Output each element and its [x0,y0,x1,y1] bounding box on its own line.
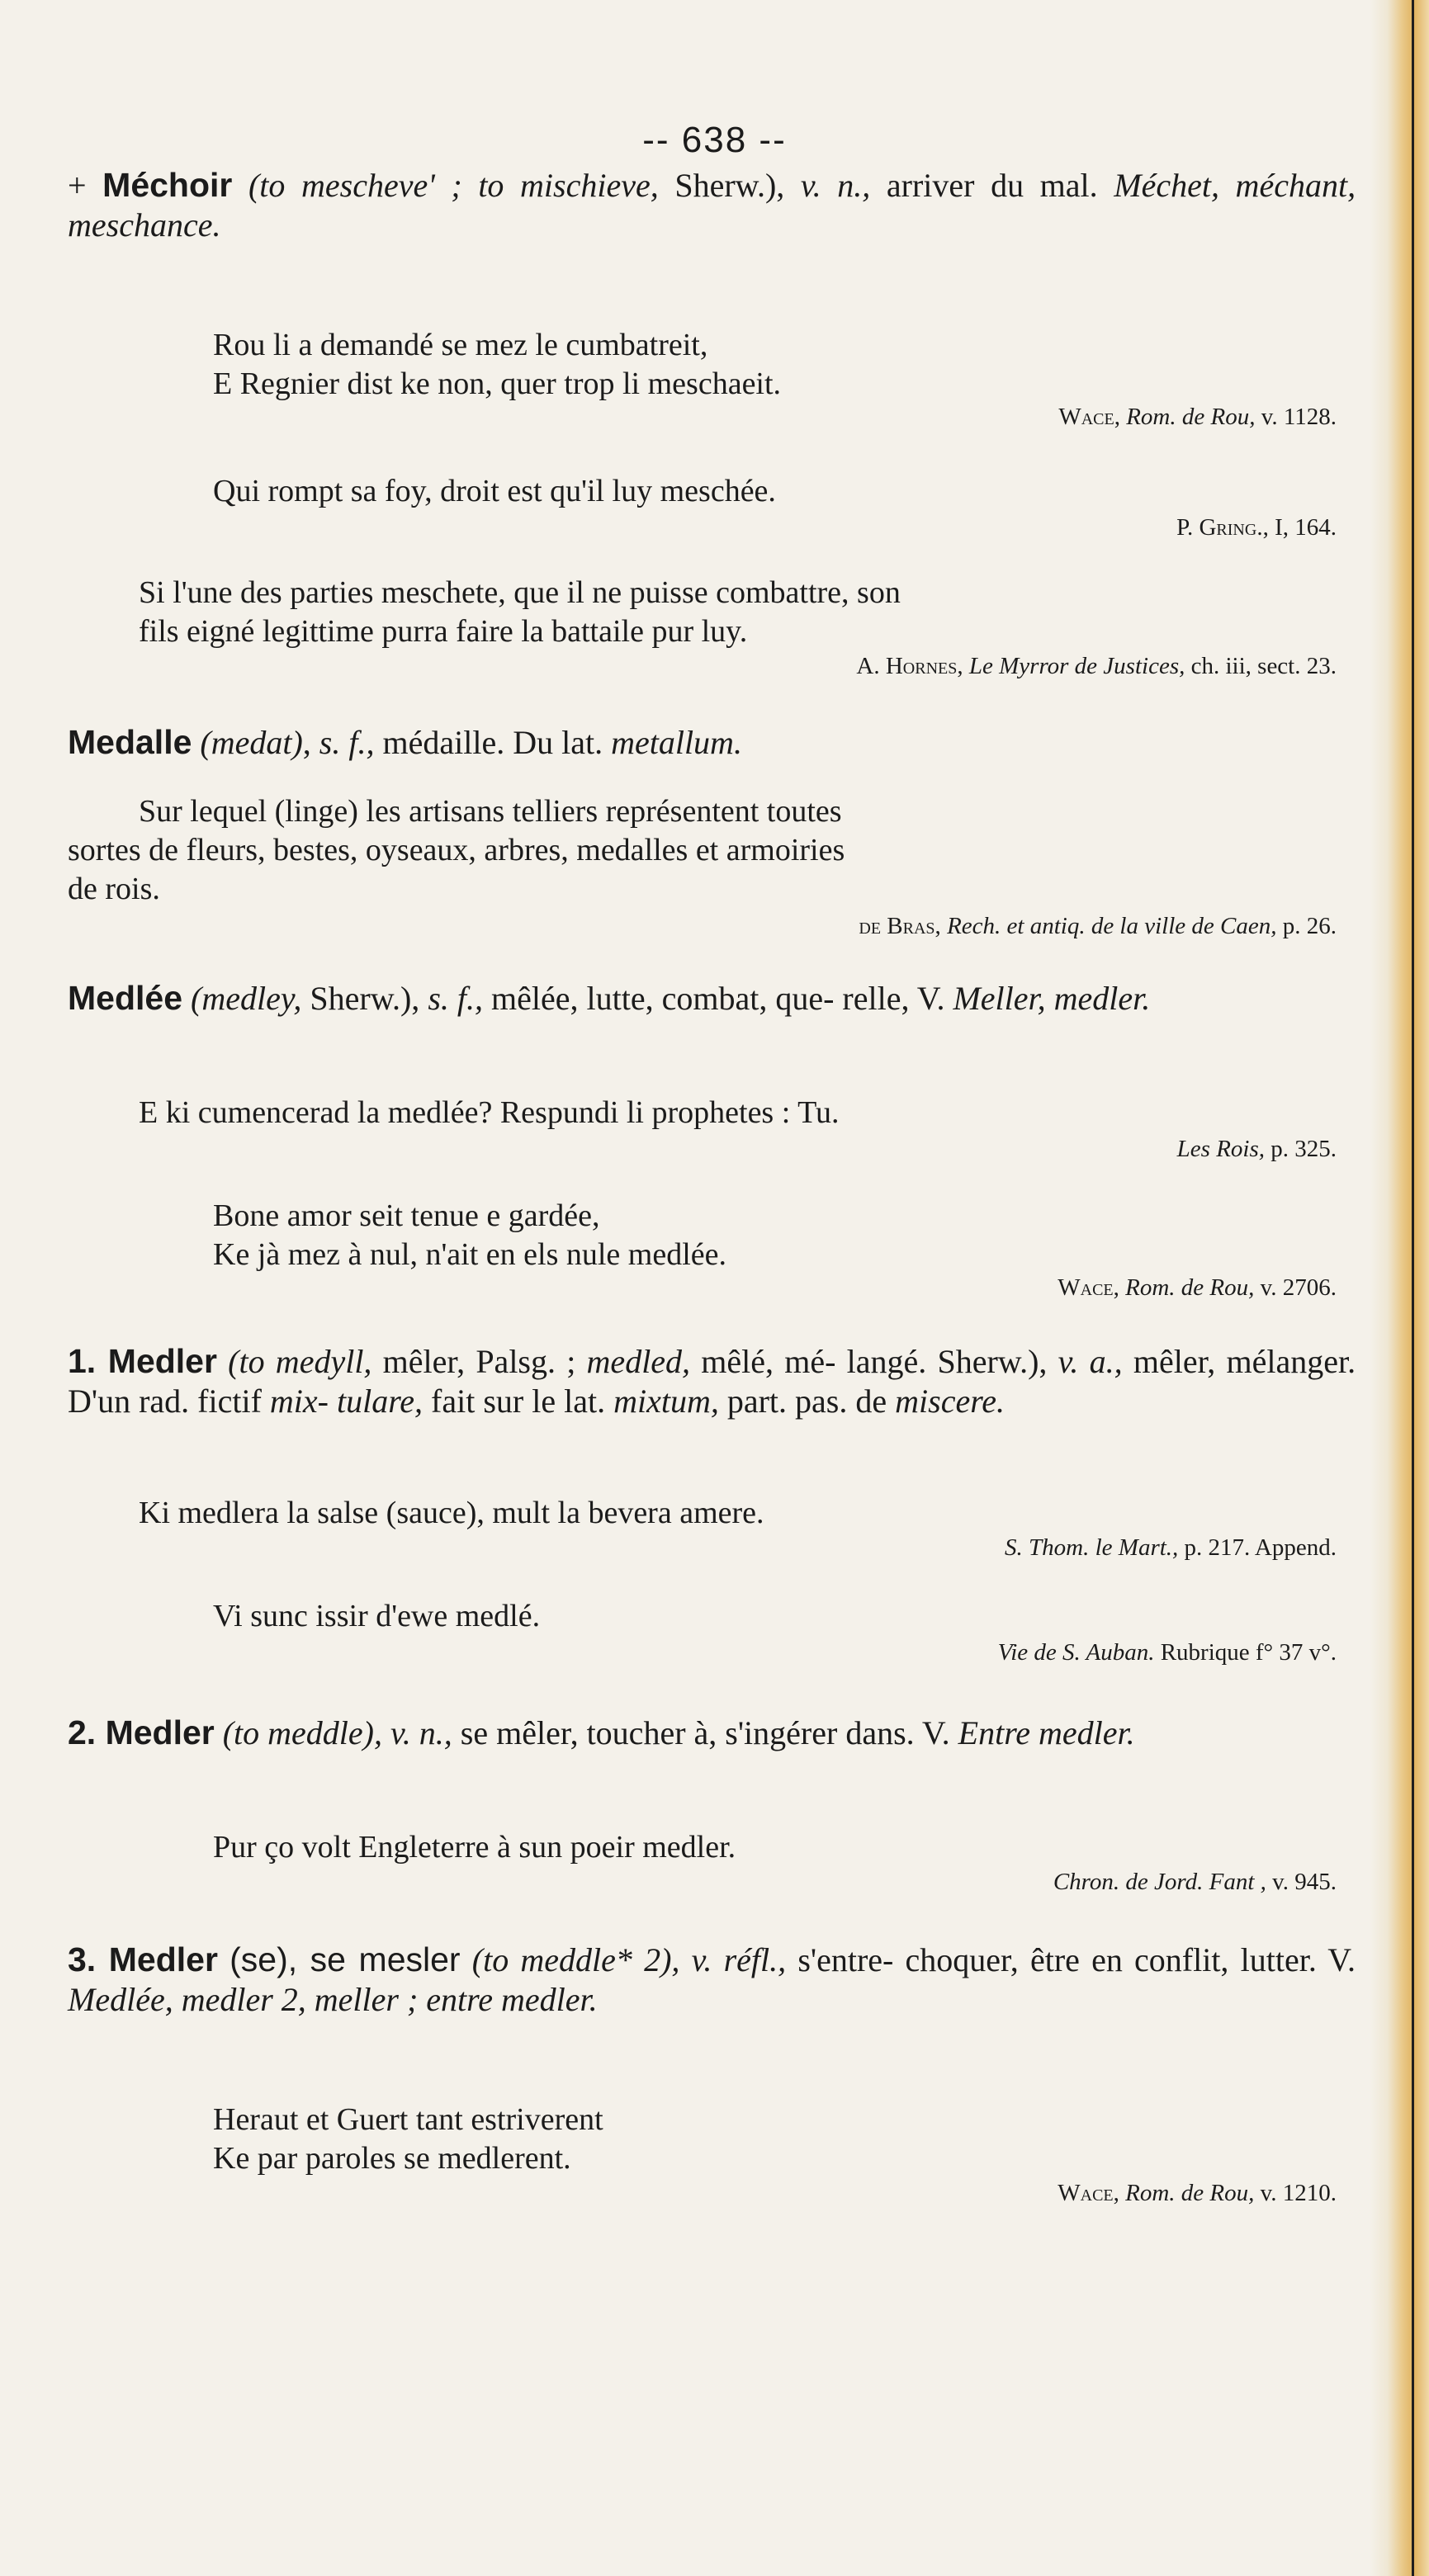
latin-source: tulare, [336,1383,423,1420]
quote-line: Ke jà mez à nul, n'ait en els nule medlée. [213,1237,726,1272]
quote-line: fils eigné legittime purra faire la battaile pur luy. [139,614,748,649]
related-words: Medlée, medler 2, meller ; [68,1981,419,2018]
source-ref: p. 26. [1282,913,1337,939]
quote-source [1177,1135,1337,1163]
quote-line: Rou li a demandé se mez le cumbatreit, [213,328,708,362]
source-title: Le Myrror de Justices, [968,653,1185,679]
source-author: Wace, [1058,1274,1119,1301]
etymology-source: Sherw.) [674,167,777,204]
quote-source [1058,1274,1337,1302]
latin-source: mix- [269,1383,329,1420]
quote-source [1058,2179,1337,2207]
definition: part. pas. de [726,1383,887,1420]
headword: 3. Medler [68,1940,218,1978]
quote-line: Sur lequel (linge) les artisans telliers représentent toutes [139,794,842,829]
entry-mechoir: + Méchoir (to mescheve' ; to mischieve, Sherw.), v. n., arriver du mal. Méchet, méchant, meschance. [68,166,1356,243]
entry-medlee [68,978,1356,1019]
related-words: Méchet, méchant, meschance. [68,167,1356,243]
definition: langé. Sherw.), [846,1343,1048,1380]
source-title: Chron. de Jord. Fant , [1053,1869,1266,1895]
source-title: Rom. de Rou, [1125,1274,1255,1301]
quote-source [1058,403,1337,431]
definition: s'entre- [797,1941,894,1978]
definition: médaille. Du lat. [382,724,603,761]
definition: mêlée, lutte, combat, que- [491,980,835,1017]
source-ref: v. 1128. [1261,404,1337,430]
quote-8 [213,1597,540,1636]
source-ref: I, 164. [1275,514,1337,541]
quote-10 [213,2101,603,2178]
quote-3 [139,574,901,651]
etymology: (to medyll, [228,1343,372,1380]
source-ref: ch. iii, sect. 23. [1190,653,1337,679]
entry-medalle: Medalle (medat), s. f., médaille. Du lat. metallum. [68,723,742,761]
source-ref: v. 1210. [1260,2180,1337,2206]
headword: Medalle [68,723,192,761]
etymology: medled, [586,1343,691,1380]
grammar: v. n., [800,167,871,204]
headword: 2. Medler [68,1713,215,1751]
quote-4 [68,792,1356,909]
source-title: S. Thom. le Mart., [1005,1534,1179,1561]
quote-line: Ke par paroles se medlerent. [213,2141,571,2176]
latin-source: metallum. [611,724,742,761]
quote-source [856,652,1337,680]
related-words: Entre medler. [958,1714,1135,1751]
quote-line: Si l'une des parties meschete, que il ne puisse combattre, son [139,575,901,610]
quote-1 [213,326,781,404]
quote-line: E Regnier dist ke non, quer trop li meschaeit. [213,366,782,401]
quote-source [998,1638,1337,1666]
definition: arriver du mal. [886,167,1098,204]
definition: choquer, être en conflit, lutter. V. [905,1941,1356,1978]
definition: mêler, mélanger. D'un rad. fictif [68,1343,1356,1420]
entry-medler-3 [68,1940,1356,2020]
headword-variant: (se), se mesler [229,1940,461,1978]
definition: fait sur le lat. [431,1383,606,1420]
source-author: Wace, [1058,404,1120,430]
etymology: (medley, [191,980,302,1017]
quote-line: Ki medlera la salse (sauce), mult la bevera amere. [139,1496,764,1530]
source-title: Rom. de Rou, [1126,404,1256,430]
source-title: Vie de S. Auban. [997,1639,1155,1666]
entry-medler-1 [68,1341,1356,1421]
source-ref: p. 217. Append. [1184,1534,1337,1561]
latin-source: mixtum, [613,1383,719,1420]
source-title: Rom. de Rou, [1125,2180,1255,2206]
quote-source [1176,513,1337,541]
source-author: P. Gring., [1176,514,1269,541]
grammar: s. f., [428,980,483,1017]
quote-9 [213,1828,736,1867]
definition: mêler, Palsg. ; [382,1343,576,1380]
quote-source [1053,1868,1337,1896]
source-author: A. Hornes, [856,653,963,679]
grammar: v. a., [1058,1343,1123,1380]
quote-line: de rois. [68,872,160,906]
headword: Méchoir [102,166,233,204]
quote-line: sortes de fleurs, bestes, oyseaux, arbres, medalles et armoiries [68,833,845,867]
source-title: Rech. et antiq. de la ville de Caen, [947,913,1277,939]
etymology-source: Sherw.), [310,980,420,1017]
source-ref: p. 325. [1270,1136,1337,1162]
headword: 1. Medler [68,1342,217,1380]
source-author: Wace, [1058,2180,1119,2206]
definition: se mêler, toucher à, s'ingérer [460,1714,838,1751]
quote-line: Pur ço volt Engleterre à sun poeir medler. [213,1830,736,1865]
etymology: (to meddle* 2), [471,1941,680,1978]
headword: Medlée [68,979,182,1017]
quote-line: Qui rompt sa foy, droit est qu'il luy meschée. [213,474,776,508]
etymology: (medat) [200,724,303,761]
quote-source [1005,1534,1337,1562]
source-author: de Bras, [859,913,941,939]
quote-source [859,912,1337,940]
quote-line: Bone amor seit tenue e gardée, [213,1198,600,1233]
quote-2 [213,472,776,511]
related-words: entre medler. [426,1981,598,2018]
quote-line: Heraut et Guert tant estriverent [213,2102,603,2137]
latin-source: miscere. [895,1383,1006,1420]
definition: mêlé, mé- [701,1343,836,1380]
source-ref: Rubrique f° 37 v°. [1160,1639,1337,1666]
source-ref: v. 2706. [1260,1274,1337,1301]
definition: relle, V. [842,980,945,1017]
grammar: v. réfl., [691,1941,787,1978]
etymology: (to mescheve' ; to mischieve, [248,167,659,204]
definition: dans. V. [845,1714,950,1751]
source-ref: v. 945. [1272,1869,1337,1895]
quote-line: Vi sunc issir d'ewe medlé. [213,1599,541,1633]
grammar: s. f., [319,724,375,761]
source-title: Les Rois, [1176,1136,1265,1162]
page-number: -- 638 -- [642,120,787,160]
quote-7 [139,1494,764,1533]
etymology: (to meddle), [222,1714,382,1751]
quote-5 [139,1094,839,1132]
related-words: Meller, medler. [953,980,1151,1017]
quote-6 [213,1197,726,1274]
quote-line: E ki cumencerad la medlée? Respundi li prophetes : Tu. [139,1095,840,1130]
entry-medler-2 [68,1713,1356,1753]
added-mark: + [68,167,87,204]
grammar: v. n., [390,1714,452,1751]
